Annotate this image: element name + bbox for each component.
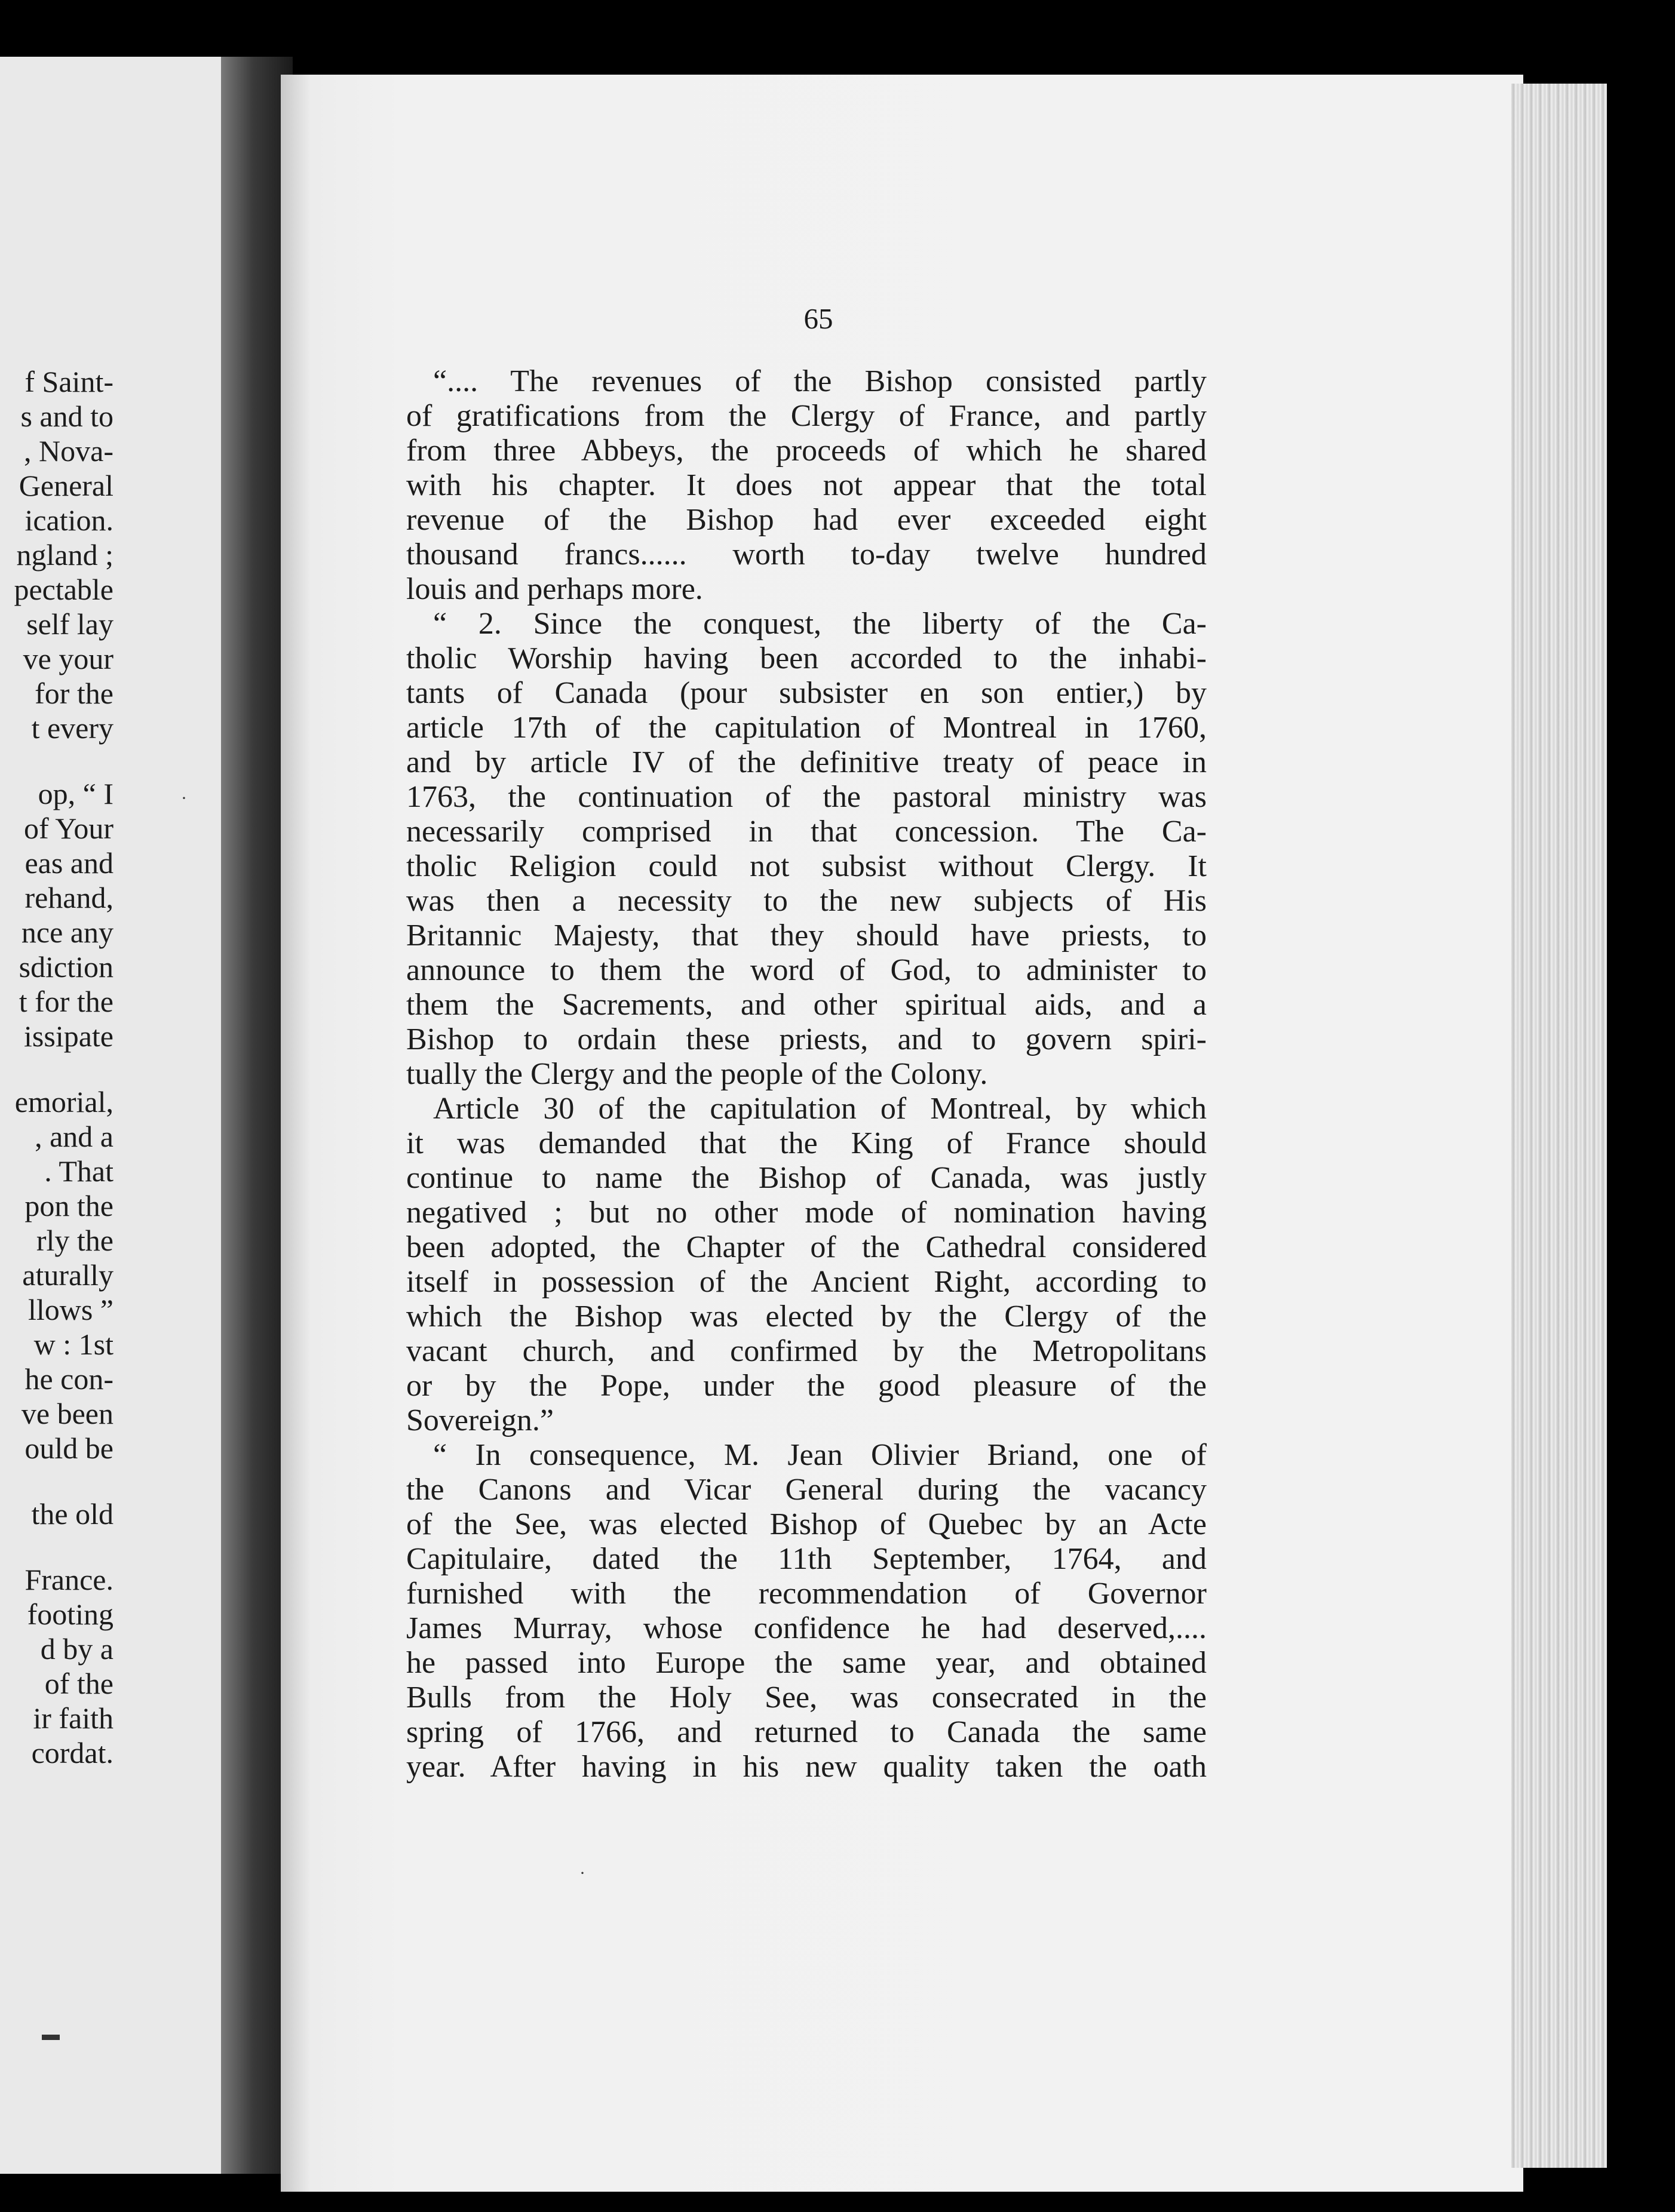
left-text-fragment: issipate xyxy=(24,1019,113,1053)
text-line: was then a necessity to the new subjects of His xyxy=(406,884,1207,918)
text-line: necessarily comprised in that concession. The Ca- xyxy=(406,815,1207,849)
left-text-fragment: footing xyxy=(27,1597,113,1631)
left-text-fragment: ngland ; xyxy=(16,538,113,572)
text-line: “.... The revenues of the Bishop consisted partly xyxy=(433,364,1207,398)
text-line: itself in possession of the Ancient Right, according to xyxy=(406,1265,1207,1299)
left-text-fragment: he con- xyxy=(24,1362,113,1396)
text-line: Bishop to ordain these priests, and to govern spiri- xyxy=(406,1022,1207,1056)
left-text-fragment: ould be xyxy=(24,1431,113,1465)
left-text-fragment: ve your xyxy=(23,642,113,675)
text-line: of gratifications from the Clergy of France, and partly xyxy=(406,399,1207,433)
text-line: from three Abbeys, the proceeds of which he shared xyxy=(406,434,1207,468)
margin-mark: · xyxy=(579,1863,585,1883)
text-line: tholic Worship having been accorded to the inhabi- xyxy=(406,641,1207,675)
left-text-fragment: s and to xyxy=(20,400,113,433)
left-text-fragment: aturally xyxy=(22,1258,113,1292)
left-text-fragment: for the xyxy=(35,677,113,710)
left-text-fragment: General xyxy=(19,469,113,502)
left-text-fragment: the old xyxy=(31,1497,113,1531)
text-line: continue to name the Bishop of Canada, was justly xyxy=(406,1161,1207,1195)
left-text-fragment: . That xyxy=(44,1154,113,1188)
left-text-fragment: France. xyxy=(24,1563,113,1596)
left-text-fragment: w : 1st xyxy=(33,1328,113,1361)
page-edges xyxy=(1511,84,1607,2168)
text-line: announce to them the word of God, to administer to xyxy=(406,953,1207,987)
text-line: tholic Religion could not subsist without Clergy. It xyxy=(406,849,1207,883)
text-line: vacant church, and confirmed by the Metropolitans xyxy=(406,1334,1207,1368)
left-text-fragment: t for the xyxy=(19,985,113,1018)
text-line: 1763, the continuation of the pastoral ministry was xyxy=(406,780,1207,814)
text-line: furnished with the recommendation of Governor xyxy=(406,1577,1207,1611)
text-line: of the See, was elected Bishop of Quebec by an Acte xyxy=(406,1507,1207,1541)
text-line: tants of Canada (pour subsister en son entier,) by xyxy=(406,676,1207,710)
text-line: louis and perhaps more. xyxy=(406,572,703,606)
left-text-fragment: ication. xyxy=(24,503,113,537)
text-line: them the Sacrements, and other spiritual aids, and a xyxy=(406,988,1207,1022)
text-line: “ In consequence, M. Jean Olivier Briand, one of xyxy=(433,1438,1207,1472)
text-line: tually the Clergy and the people of the Colony. xyxy=(406,1057,988,1091)
left-text-fragment: of Your xyxy=(23,812,113,845)
left-text-fragment: rehand, xyxy=(24,881,113,914)
left-text-fragment: nce any xyxy=(21,915,113,949)
page-body-text xyxy=(406,364,1207,1784)
text-line: article 17th of the capitulation of Montreal in 1760, xyxy=(406,711,1207,745)
text-line: spring of 1766, and returned to Canada the same xyxy=(406,1715,1207,1749)
left-text-fragment: cordat. xyxy=(31,1736,113,1769)
text-line: revenue of the Bishop had ever exceeded eight xyxy=(406,503,1207,537)
text-line: he passed into Europe the same year, and obtained xyxy=(406,1646,1207,1680)
text-line: been adopted, the Chapter of the Cathedral considered xyxy=(406,1230,1207,1264)
margin-mark: ▬ xyxy=(42,2024,60,2044)
text-line: and by article IV of the definitive treaty of peace in xyxy=(406,745,1207,779)
page-number: 65 xyxy=(803,302,833,335)
text-line: which the Bishop was elected by the Clergy of the xyxy=(406,1299,1207,1334)
text-line: the Canons and Vicar General during the vacancy xyxy=(406,1473,1207,1507)
left-text-fragment: self lay xyxy=(26,607,113,641)
left-text-fragment: sdiction xyxy=(19,950,113,984)
left-text-fragment: of the xyxy=(44,1667,113,1700)
text-line: negatived ; but no other mode of nomination having xyxy=(406,1196,1207,1230)
text-line: it was demanded that the King of France should xyxy=(406,1126,1207,1160)
text-line: “ 2. Since the conquest, the liberty of the Ca- xyxy=(433,607,1207,641)
left-text-fragment: d by a xyxy=(40,1632,113,1666)
text-line: thousand francs...... worth to-day twelve hundred xyxy=(406,537,1207,572)
left-text-fragment: t every xyxy=(31,711,113,745)
text-line: Article 30 of the capitulation of Montreal, by which xyxy=(433,1092,1207,1126)
text-line: Capitulaire, dated the 11th September, 1764, and xyxy=(406,1542,1207,1576)
left-text-fragment: f Saint- xyxy=(24,365,113,398)
left-text-fragment: llows ” xyxy=(27,1293,113,1326)
text-line: Sovereign.” xyxy=(406,1403,554,1437)
left-text-fragment: ve been xyxy=(21,1397,113,1430)
text-line: or by the Pope, under the good pleasure of the xyxy=(406,1369,1207,1403)
left-text-fragment: , and a xyxy=(35,1120,113,1153)
text-line: with his chapter. It does not appear that the total xyxy=(406,468,1207,502)
left-text-fragment: ir faith xyxy=(33,1701,113,1735)
left-text-fragment: emorial, xyxy=(14,1085,113,1119)
left-text-fragment: pon the xyxy=(24,1189,113,1222)
text-line: year. After having in his new quality taken the oath xyxy=(406,1750,1207,1784)
text-line: Bulls from the Holy See, was consecrated in the xyxy=(406,1680,1207,1715)
left-text-fragment: rly the xyxy=(36,1224,113,1257)
left-text-fragment: , Nova- xyxy=(24,434,113,468)
left-text-fragment: op, “ I xyxy=(38,777,113,810)
margin-mark: · xyxy=(181,788,187,808)
text-line: James Murray, whose confidence he had deserved,.... xyxy=(406,1611,1207,1645)
left-text-fragment: pectable xyxy=(14,573,113,606)
left-text-fragment: eas and xyxy=(24,846,113,880)
text-line: Britannic Majesty, that they should have priests, to xyxy=(406,918,1207,953)
